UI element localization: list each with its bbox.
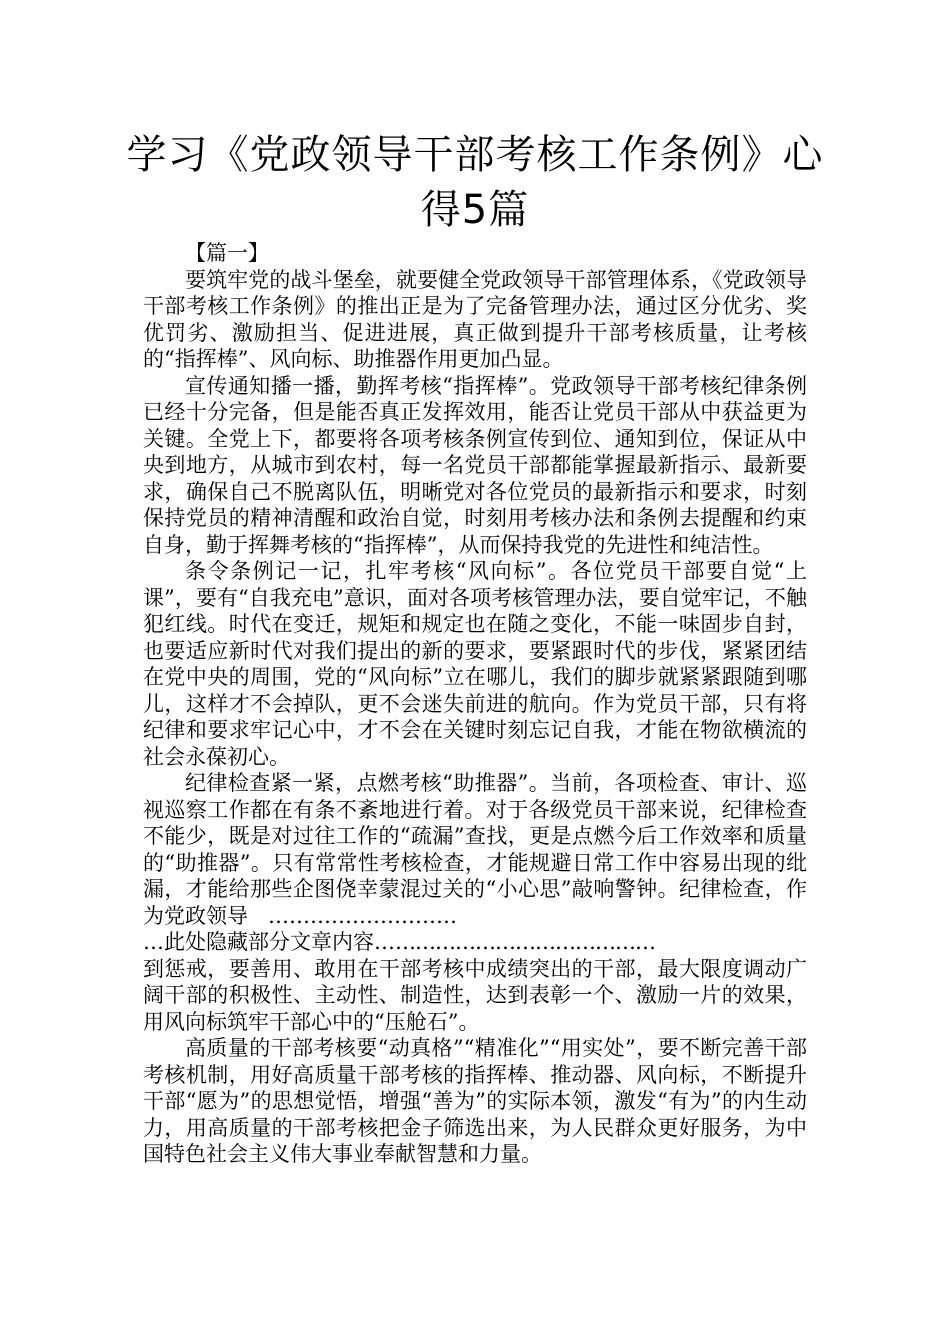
document-title: [120, 128, 830, 238]
title-line-2: 得5篇: [420, 187, 530, 233]
title-line-1: 学习《党政领导干部考核工作条例》心: [126, 132, 824, 178]
paragraph-intro: 要筑牢党的战斗堡垒，就要健全党政领导干部管理体系，《党政领导干部考核工作条例》的推出正是为了完备管理办法，通过区分优劣、奖优罚劣、激励担当、促进进展，真正做到提升干部考核质量，让考核的“指挥棒”、风向标、助推器作用更加凸显。: [143, 267, 807, 371]
paragraph-regulations: 条令条例记一记，扎牢考核“风向标”。各位党员干部要自觉“上课”，要有“自我充电”意识，面对各项考核管理办法，要自觉牢记，不触犯红线。时代在变迁，规矩和规定也在随之变化，不能一味固步自封，也要适应新时代对我们提出的新的要求，要紧跟时代的步伐，紧紧团结在党中央的周围，党的“风向标”立在哪儿，我们的脚步就紧紧跟随到哪儿，这样才不会掉队，更不会迷失前进的航向。作为党员干部，只有将纪律和要求牢记心中，才不会在关键时刻忘记自我，才能在物欲横流的社会永葆初心。: [143, 559, 807, 769]
hidden-content-notice: [143, 929, 807, 956]
hidden-dots-trailing: …………………………………: [395, 930, 655, 954]
paragraph-inspection-text: 纪律检查紧一紧，点燃考核“助推器”。当前，各项检查、审计、巡视巡察工作都在有条不紊地进行着。对于各级党员干部来说，纪律检查不能少，既是对过往工作的“疏漏”查找，更是点燃今后工作效率和质量的“助推器”。只有常常性考核检查，才能规避日常工作中容易出现的纰漏，才能给那些企图侥幸蒙混过关的“小心思”敲响警钟。纪律检查，作为党政领导: [143, 771, 807, 928]
paragraph-inspection: [143, 770, 807, 929]
paragraph-conclusion: 高质量的干部考核要“动真格”“精准化”“用实处”，要不断完善干部考核机制，用好高质量干部考核的指挥棒、推动器、风向标，不断提升干部“愿为”的思想觉悟，增强“善为”的实际本领，激发“有为”的内生动力，用高质量的干部考核把金子筛选出来，为人民群众更好服务，为中国特色社会主义伟大事业奉献智慧和力量。: [143, 1036, 807, 1166]
document-body: [143, 240, 807, 1168]
paragraph-propaganda: 宣传通知播一播，勤挥考核“指挥棒”。党政领导干部考核纪律条例已经十分完备，但是能否真正发挥效用，能否让党员干部从中获益更为关键。全党上下，都要将各项考核条例宣传到位、通知到位，保证从中央到地方，从城市到农村，每一名党员干部都能掌握最新指示、最新要求，确保自己不脱离队伍，明晰党对各位党员的最新指示和要求，时刻保持党员的精神清醒和政治自觉，时刻用考核办法和条例去提醒和约束自身，勤于挥舞考核的“指挥棒”，从而保持我党的先进性和纯洁性。: [143, 373, 807, 557]
hidden-dots-leading: ………………………: [268, 903, 457, 928]
section-label: 【篇一】: [185, 241, 269, 265]
hidden-notice-text: …此处隐藏部分文章内容…: [143, 930, 395, 954]
paragraph-continuation: 到惩戒，要善用、敢用在干部考核中成绩突出的干部，最大限度调动广阔干部的积极性、主动性、制造性，达到表彰一个、激励一片的效果，用风向标筑牢干部心中的“压舱石”。: [143, 956, 807, 1034]
